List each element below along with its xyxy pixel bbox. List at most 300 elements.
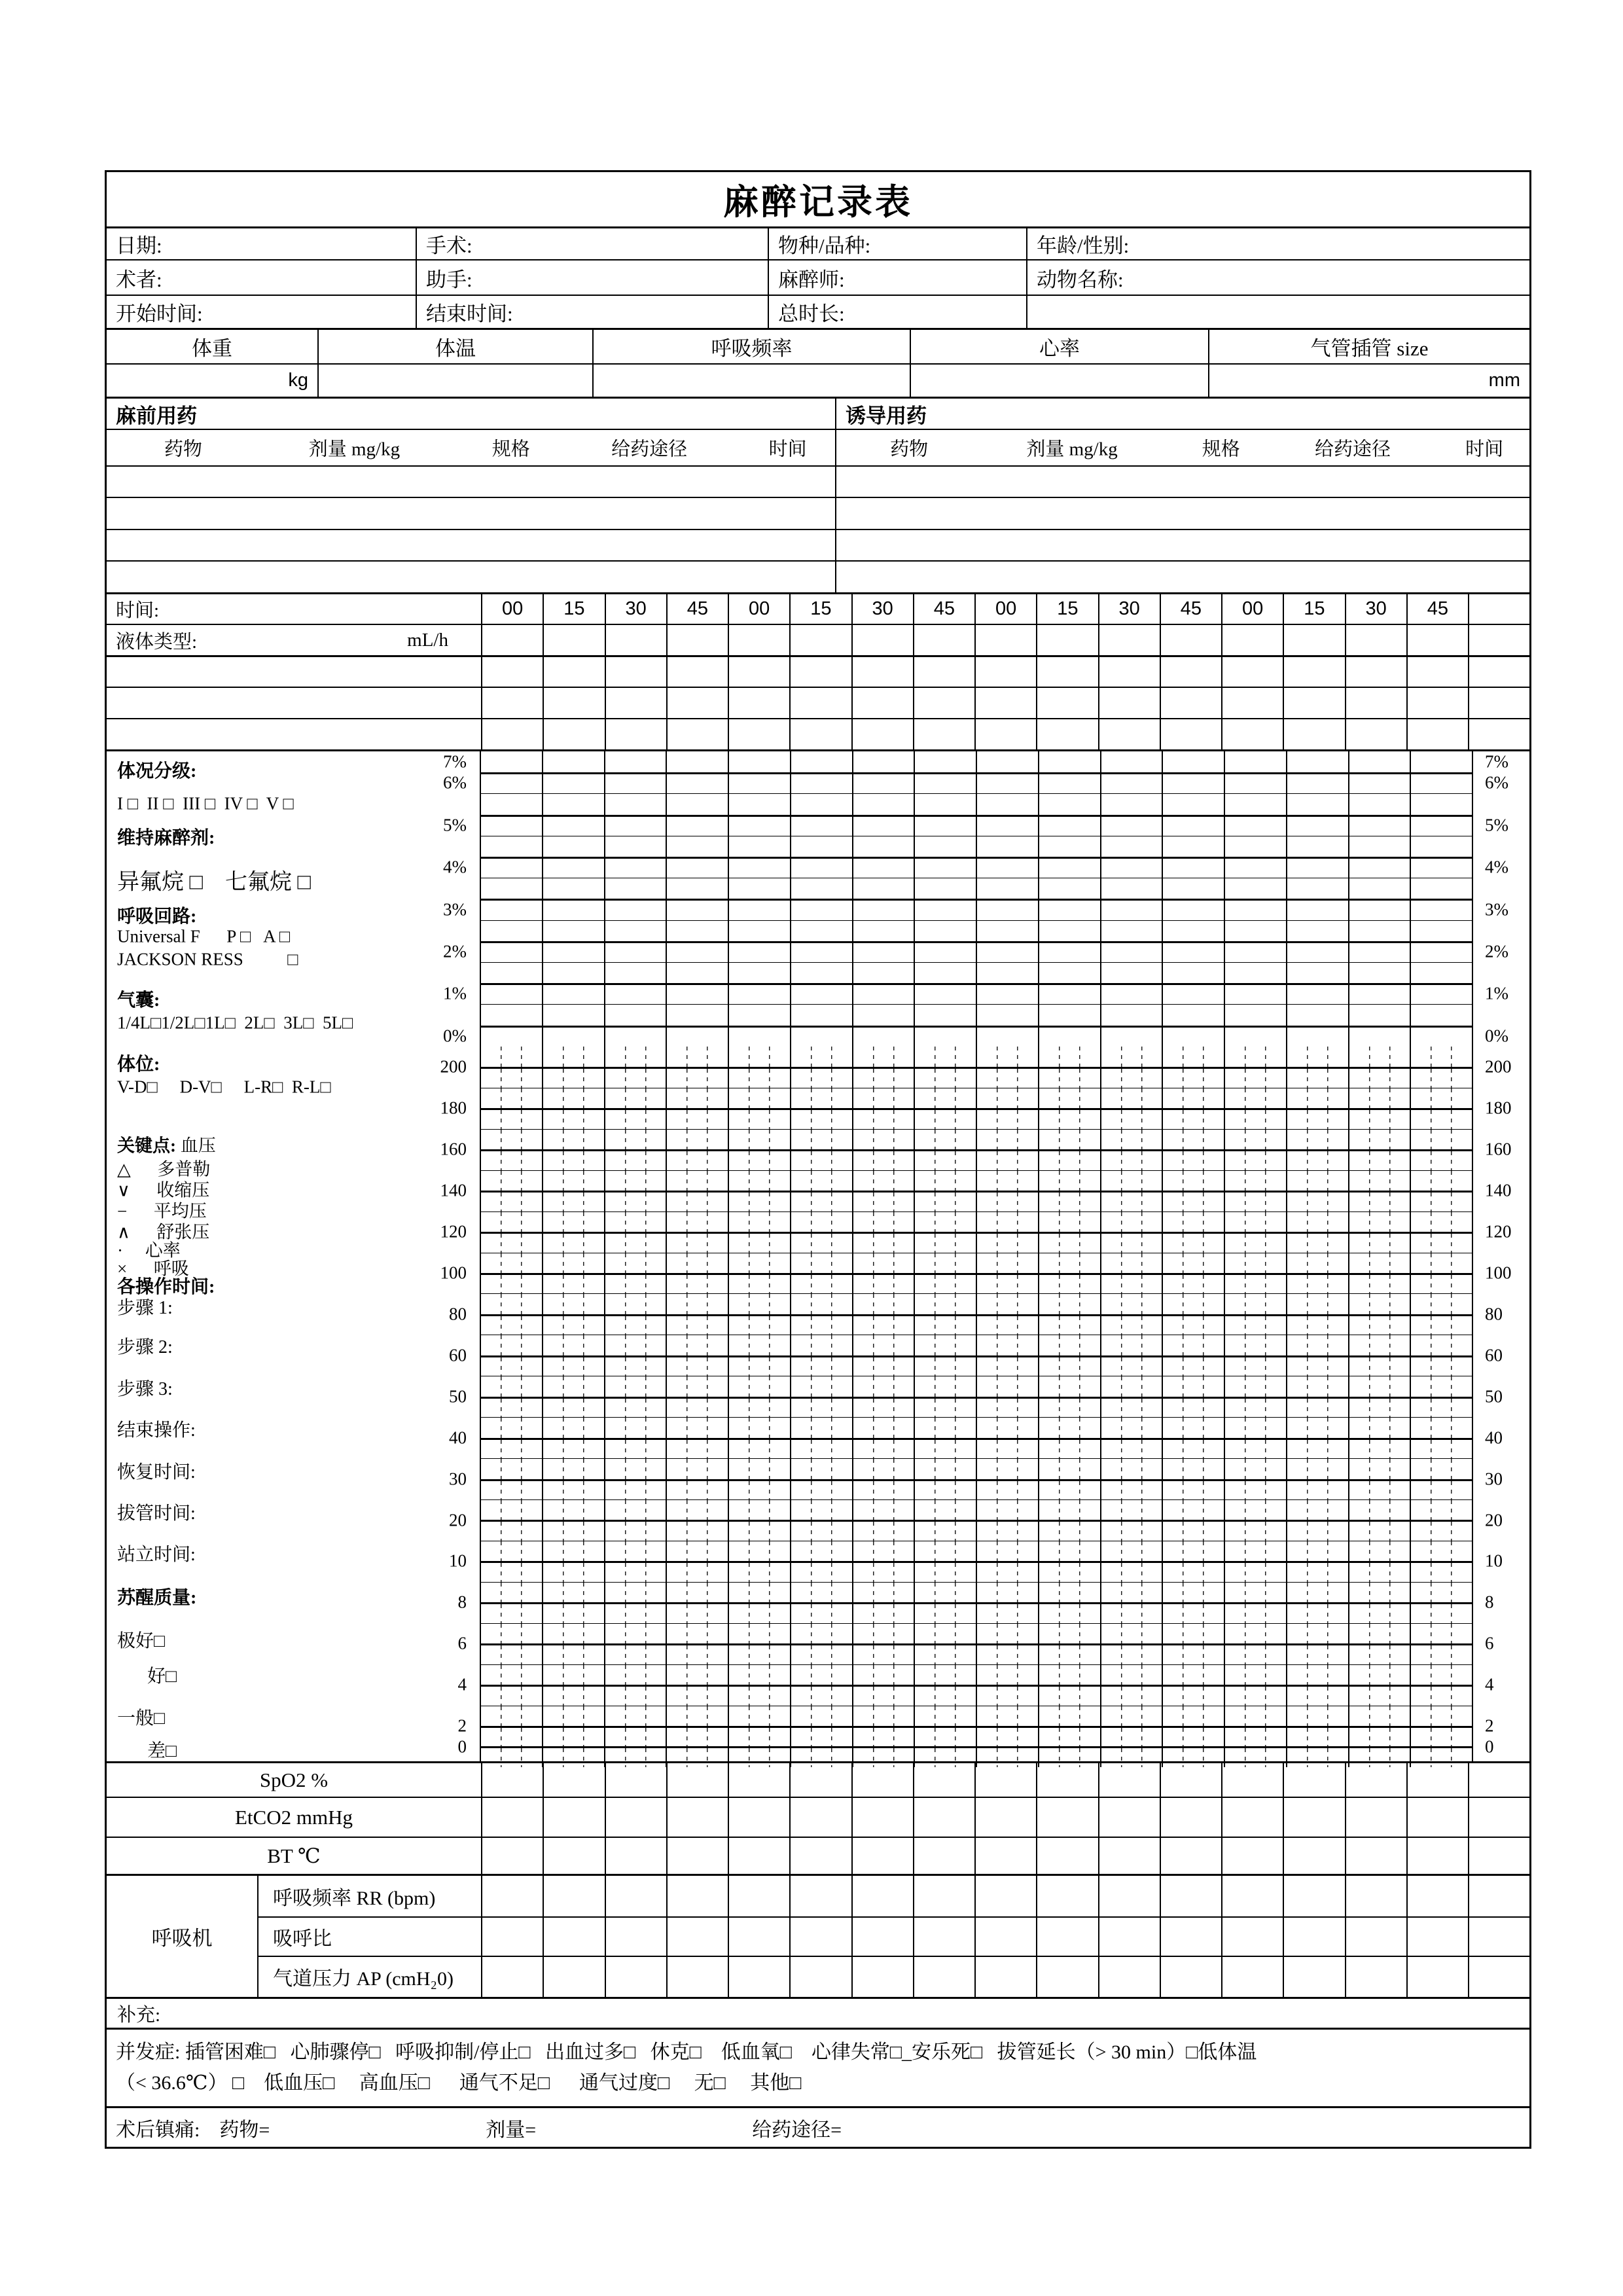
num-grid-cell [1038,1541,1100,1561]
fluid-extra-cell [1098,657,1160,687]
num-grid-cell [1038,1110,1100,1128]
ventilator-cell [851,1876,913,1916]
num-grid-cell [666,1645,728,1664]
num-grid-cell [914,1357,976,1376]
num-grid-row [481,1417,1472,1437]
num-grid-cell [1224,1563,1286,1581]
fluid-extra-cell [1160,688,1221,718]
num-grid-cell [1286,1728,1348,1746]
scale-label-right: 200 [1485,1056,1512,1077]
pct-grid-cell [852,859,914,878]
num-grid-cell [976,1088,1038,1108]
ventilator-cell [851,1918,913,1956]
scale-label-right: 0 [1485,1736,1494,1757]
fluid-extra-cell [1283,719,1344,749]
num-grid-cell [604,1335,666,1355]
fluid-cell [1406,625,1468,655]
pct-grid-cell [1100,836,1162,857]
num-grid-cell [666,1728,728,1746]
fluid-extra-cell [1221,657,1283,687]
num-grid-cell [1286,1604,1348,1623]
scale-label-right: 7% [1485,751,1508,772]
ventilator-cell [1036,1957,1097,1997]
pct-grid-cell [1348,774,1410,793]
num-grid-cell [1162,1645,1224,1664]
ventilator-trail-cell [1468,1957,1529,1997]
num-grid-cell [1224,1294,1286,1314]
num-grid-cell [1162,1316,1224,1335]
num-grid-cell [666,1376,728,1396]
pct-grid-cell [1038,921,1100,941]
pct-grid-cell [1286,943,1348,962]
scale-label-left: 200 [440,1056,467,1077]
complications-line1: 并发症: 插管困难□ 心肺骤停□ 呼吸抑制/停止□ 出血过多□ 休克□ 低血氧□ 心律失常□_安乐死□ 拔管延长（> 30 min）□低体温 [116,2041,1257,2063]
num-grid-cell [790,1459,852,1479]
num-grid-cell [542,1459,604,1479]
monitor-cell [913,1838,974,1874]
num-grid-cell [852,1687,914,1705]
num-grid-cell [790,1130,852,1149]
pct-grid-cell [1038,1028,1100,1047]
num-grid-cell [728,1234,790,1252]
num-grid-cell [1348,1357,1410,1376]
time-cell: 30 [851,594,913,624]
num-grid-cell [1038,1604,1100,1623]
num-grid-cell [728,1687,790,1705]
panel-item: − 平均压 [117,1201,207,1221]
num-grid-cell [1100,1624,1162,1643]
time-trail-cell [1468,594,1529,624]
panel-item: 呼吸回路: [117,906,197,927]
num-grid-cell [542,1541,604,1561]
scale-label-right: 20 [1485,1510,1503,1530]
num-grid-cell [914,1234,976,1252]
panel-item: · 心率 [117,1240,181,1261]
anesthesia-record-form [105,170,1531,2149]
ventilator-cell [1283,1957,1344,1997]
info-field [1026,296,1529,328]
num-grid-cell [1286,1399,1348,1417]
num-grid-cell [481,1481,542,1499]
num-grid-cell [728,1500,790,1520]
num-grid-cell [976,1748,1038,1767]
monitor-label-cell: BT ℃ [267,1844,321,1867]
ventilator-trail-cell [1468,1876,1529,1916]
num-grid-cell [604,1687,666,1705]
scale-label-right: 10 [1485,1551,1503,1571]
scale-label-left: 4 [457,1674,467,1695]
pct-grid-cell [852,817,914,836]
pct-grid-cell [666,985,728,1004]
ventilator-cell [543,1957,604,1997]
fluid-cell [481,625,543,655]
num-grid-cell [666,1110,728,1128]
num-grid-cell [1348,1047,1410,1067]
scale-label-right: 60 [1485,1345,1503,1365]
num-grid-cell [728,1522,790,1540]
pct-grid-row [481,772,1472,793]
num-grid-cell [604,1316,666,1335]
num-grid-cell [1286,1563,1348,1581]
num-grid-cell [542,1234,604,1252]
num-grid-cell [1410,1294,1472,1314]
num-grid-cell [542,1253,604,1273]
num-grid-cell [914,1130,976,1149]
num-grid-cell [1038,1440,1100,1458]
num-grid-cell [1224,1253,1286,1273]
fluid-extra-cell [1406,688,1468,718]
ventilator-cell [1345,1957,1406,1997]
num-grid-cell [1286,1418,1348,1437]
num-grid-cell [1100,1459,1162,1479]
info-field: 物种/品种: [768,228,1026,259]
num-grid-cell [542,1275,604,1293]
pct-grid-cell [1224,817,1286,836]
medication-title-row [107,397,1529,429]
pct-grid-cell [604,1028,666,1047]
num-grid-cell [1100,1748,1162,1767]
num-grid-cell [1162,1357,1224,1376]
fluid-extra-cell [605,657,666,687]
num-grid-cell [1224,1357,1286,1376]
pct-grid-cell [481,817,542,836]
num-grid-cell [481,1459,542,1479]
scale-label-right: 100 [1485,1263,1512,1283]
monitor-cell [974,1838,1036,1874]
num-grid-cell [481,1151,542,1170]
scale-label-left: 3% [443,899,467,920]
ventilator-row-label: 吸呼比 [257,1918,481,1956]
time-cell: 15 [1283,594,1344,624]
num-grid-cell [852,1193,914,1211]
scale-label-right: 80 [1485,1304,1503,1324]
ventilator-row [257,1916,1529,1956]
num-grid-cell [1410,1624,1472,1643]
num-grid-row [481,1623,1472,1643]
ventilator-cell [1098,1918,1160,1956]
panel-item: 好□ [147,1666,177,1687]
fluid-extra-label-cell [107,688,481,718]
num-grid-cell [666,1151,728,1170]
num-grid-cell [914,1522,976,1540]
num-grid-cell [976,1399,1038,1417]
num-grid-cell [604,1563,666,1581]
num-grid-cell [542,1294,604,1314]
scale-label-left: 100 [440,1263,467,1283]
num-grid-cell [666,1193,728,1211]
num-grid-cell [790,1541,852,1561]
num-grid-cell [1224,1500,1286,1520]
pct-grid-cell [976,1005,1038,1025]
scale-label-right: 180 [1485,1098,1512,1118]
num-grid-cell [542,1212,604,1232]
num-grid-cell [1162,1069,1224,1087]
info-field: 术者: [116,268,162,291]
pct-grid-cell [976,943,1038,962]
monitor-cell [1098,1798,1160,1837]
num-grid-cell [1348,1418,1410,1437]
num-grid-cell [1038,1069,1100,1087]
scale-label-right: 40 [1485,1427,1503,1448]
pct-grid-cell [1100,943,1162,962]
monitor-row [107,1797,1529,1837]
fluid-cell [1160,625,1221,655]
monitor-cell [666,1798,728,1837]
info-row [107,295,1529,328]
vitals-chart-section [107,749,1529,1761]
num-grid-cell [852,1253,914,1273]
num-grid-cell [1100,1665,1162,1685]
pct-grid-cell [728,859,790,878]
num-grid-cell [728,1275,790,1293]
pct-grid-cell [790,985,852,1004]
num-grid-cell [1348,1294,1410,1314]
num-grid-row [481,1335,1472,1355]
med-header-half [107,430,835,465]
num-grid-cell [914,1069,976,1087]
fluid-extra-cell [851,688,913,718]
num-grid-row [481,1355,1472,1376]
fluid-extra-row [107,655,1529,687]
num-grid-cell [1038,1253,1100,1273]
info-field: 开始时间: [116,302,203,325]
scale-label-left: 50 [449,1386,467,1407]
num-grid-cell [790,1440,852,1458]
num-grid-cell [481,1316,542,1335]
fluid-extra-cell [1283,657,1344,687]
monitor-label-cell: EtCO2 mmHg [235,1805,353,1829]
scale-label-left: 4% [443,857,467,877]
num-grid-cell [666,1563,728,1581]
num-grid-cell [1410,1376,1472,1396]
num-grid-cell [666,1459,728,1479]
pct-grid-cell [914,836,976,857]
pct-grid-cell [1162,963,1224,983]
pct-grid-cell [1286,878,1348,899]
num-grid-cell [481,1748,542,1767]
monitor-cell [605,1798,666,1837]
pct-grid-cell [604,985,666,1004]
num-grid-cell [1224,1069,1286,1087]
pct-grid-cell [1038,943,1100,962]
num-grid-cell [1410,1563,1472,1581]
ventilator-cell [1221,1876,1283,1916]
pct-grid-cell [1100,794,1162,814]
num-grid-cell [728,1357,790,1376]
num-grid-cell [604,1357,666,1376]
num-grid-cell [1100,1234,1162,1252]
num-grid-cell [728,1110,790,1128]
pct-grid-cell [1410,794,1472,814]
num-grid-cell [1224,1130,1286,1149]
num-grid-cell [1162,1481,1224,1499]
num-grid-cell [1286,1335,1348,1355]
num-grid-cell [604,1253,666,1273]
num-grid-row [481,1047,1472,1067]
ventilator-cell [913,1876,974,1916]
ventilator-cell [543,1918,604,1956]
monitor-cell [789,1798,851,1837]
complications-line2: （< 36.6℃） □ 低血压□ 高血压□ 通气不足□ 通气过度□ 无□ 其他□ [116,2072,802,2094]
num-grid-cell [790,1624,852,1643]
monitor-cell [481,1838,543,1874]
num-grid-cell [1286,1069,1348,1087]
num-grid-cell [790,1665,852,1685]
num-grid-cell [604,1706,666,1726]
ventilator-rows [257,1876,1529,1997]
ventilator-label: 呼吸机 [151,1927,213,1950]
pct-grid-cell [728,963,790,983]
pct-grid-cell [1224,878,1286,899]
pct-grid-cell [728,943,790,962]
panel-item: △ 多普勒 [117,1159,211,1179]
pct-grid-cell [728,901,790,920]
num-grid-cell [852,1212,914,1232]
pct-grid-cell [542,878,604,899]
num-grid-cell [481,1706,542,1726]
scale-label-right: 0% [1485,1026,1508,1046]
pct-grid-cell [542,859,604,878]
num-grid-cell [976,1583,1038,1602]
ventilator-cell [666,1957,728,1997]
num-grid-cell [728,1728,790,1746]
fluid-extra-row [107,718,1529,749]
num-grid-cell [542,1440,604,1458]
num-grid-cell [976,1047,1038,1067]
num-grid-cell [728,1541,790,1561]
panel-item: 关键点: 血压 [117,1136,216,1156]
panel-item: ∧ 舒张压 [117,1222,210,1242]
num-grid-cell [1286,1687,1348,1705]
num-grid-cell [1286,1624,1348,1643]
num-grid-cell [666,1294,728,1314]
pct-grid-cell [481,901,542,920]
num-grid-cell [481,1418,542,1437]
num-grid-cell [1410,1459,1472,1479]
pct-grid-cell [1410,985,1472,1004]
pct-grid-cell [542,963,604,983]
num-grid-cell [1348,1335,1410,1355]
num-grid-cell [1100,1193,1162,1211]
num-grid-cell [1224,1110,1286,1128]
monitor-cell [1221,1763,1283,1797]
num-grid-cell [914,1151,976,1170]
num-grid-cell [1100,1335,1162,1355]
num-grid-cell [1162,1088,1224,1108]
num-grid-cell [790,1294,852,1314]
num-grid-cell [604,1130,666,1149]
num-grid-cell [1100,1604,1162,1623]
num-grid-cell [1410,1522,1472,1540]
num-grid-cell [1286,1541,1348,1561]
num-grid-cell [1286,1459,1348,1479]
num-grid-cell [1348,1212,1410,1232]
num-grid-cell [1224,1418,1286,1437]
scale-label-left: 60 [449,1345,467,1365]
num-grid-cell [542,1522,604,1540]
ventilator-cell [1345,1876,1406,1916]
time-cell: 45 [666,594,728,624]
pct-grid-cell [790,751,852,772]
ventilator-row-label: 呼吸频率 RR (bpm) [257,1876,481,1916]
num-grid-cell [1100,1357,1162,1376]
num-grid-cell [1224,1171,1286,1191]
fluid-extra-cell [1160,719,1221,749]
num-grid-cell [1410,1193,1472,1211]
pct-grid-cell [852,794,914,814]
num-grid-cell [481,1253,542,1273]
analgesia-dose-field: 剂量= [486,2119,537,2141]
panel-item: Universal F P □ A □ [117,926,291,946]
ventilator-cell [913,1918,974,1956]
fluid-extra-cell [1221,688,1283,718]
pct-grid-cell [728,794,790,814]
num-grid-cell [852,1563,914,1581]
fluid-cell [543,625,604,655]
num-grid-cell [1224,1541,1286,1561]
num-grid-cell [1100,1151,1162,1170]
pct-grid-row [481,751,1472,772]
num-grid-cell [852,1728,914,1746]
monitor-cell [1160,1838,1221,1874]
num-grid-cell [1286,1706,1348,1726]
vitals-empty-cell [317,365,592,397]
monitor-cell [543,1798,604,1837]
fluid-cell [1098,625,1160,655]
num-grid-cell [852,1748,914,1767]
num-grid-cell [1224,1583,1286,1602]
pct-grid-cell [790,878,852,899]
num-grid-cell [604,1171,666,1191]
pct-grid-cell [542,1005,604,1025]
pct-grid-cell [1100,1028,1162,1047]
pct-grid-row [481,983,1472,1004]
pct-grid-cell [1348,859,1410,878]
num-grid-cell [1224,1624,1286,1643]
pct-grid-cell [1162,817,1224,836]
pct-grid-cell [790,817,852,836]
monitor-cell [1345,1798,1406,1837]
num-grid-cell [666,1234,728,1252]
num-grid-cell [1224,1088,1286,1108]
pct-grid-cell [542,1028,604,1047]
ventilator-cell [789,1957,851,1997]
info-field: 助手: [416,260,768,295]
pct-grid-cell [976,794,1038,814]
num-grid-cell [1100,1706,1162,1726]
scale-label-right: 1% [1485,983,1508,1003]
num-grid-cell [914,1418,976,1437]
fluid-extra-cell [1406,657,1468,687]
page-title: 麻醉记录表 [723,183,913,222]
num-grid-cell [1224,1316,1286,1335]
num-grid-row [481,1664,1472,1685]
pct-grid-row [481,793,1472,814]
pct-grid-cell [1286,985,1348,1004]
num-grid-cell [790,1687,852,1705]
num-grid-cell [1100,1583,1162,1602]
panel-item: 一般□ [117,1708,165,1729]
pct-grid-cell [542,751,604,772]
scale-label-left: 120 [440,1221,467,1242]
premed-entry-cell [107,467,835,497]
num-grid-cell [1038,1357,1100,1376]
med-column-header: 剂量 mg/kg [308,439,401,460]
fluid-type-row [107,624,1529,655]
num-grid-cell [790,1275,852,1293]
pct-grid-cell [542,817,604,836]
num-grid-cell [976,1604,1038,1623]
